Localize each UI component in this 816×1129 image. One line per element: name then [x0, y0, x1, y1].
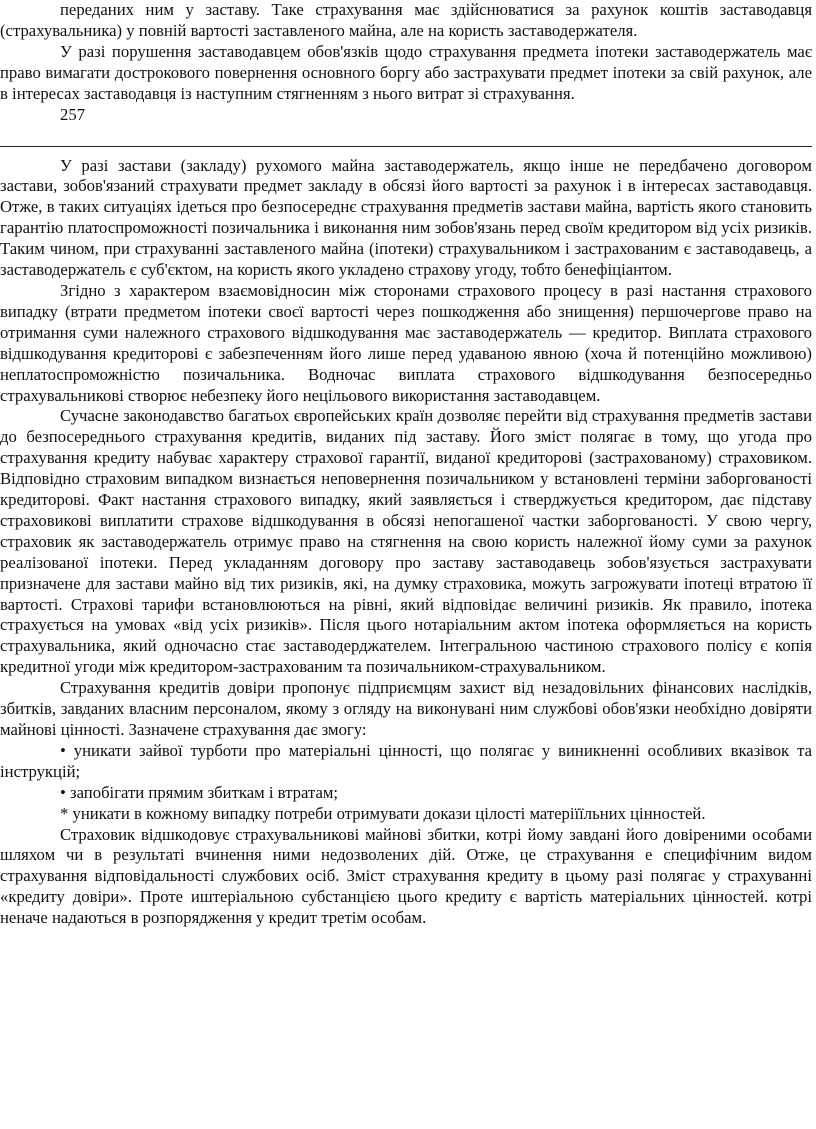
page-number: 257	[60, 104, 86, 124]
paragraph-trust-credit-insurance: Страхування кредитів довіри пропонує підприємцям захист від незадовільних фінансових наслідків, збитків, завданих власним персоналом, якому з огляду на виконувані ним службові обов'язки необхідно довіряти майнові цінності. Зазначене страхування дає змогу:	[0, 678, 812, 739]
paragraph-continuation	[0, 0, 812, 42]
continuation-text: переданих ним у заставу. Таке страхування має здійснюватися за рахунок коштів заставодавця (страхувальника) у повній вартості заставленого майна, але на користь заставодержателя.	[0, 0, 812, 40]
page-divider	[0, 146, 812, 147]
paragraph-insurer-compensation: Страховик відшкодовує страхувальникові майнові збитки, котрі йому завдані його довіреними особами шляхом чи в результаті вчинення ними недозволених дій. Отже, це страхування е специфічним видом страхування відповідальності службових осіб. Зміст страхування кредиту в цьому разі полягає у страхуванні «кредиту довіри». Проте иштеріальною субстанцією цього кредиту є вартість матеріальних цінностей. котрі неначе надаються в розпорядження у кредит третім особам.	[0, 824, 812, 928]
paragraph-mortgage-insurance-violation: У разі порушення заставодавцем обов'язків щодо страхування предмета іпотеки заставодержатель має право вимагати дострокового повернення основного боргу або застрахувати предмет іпотеки за свій рахунок, але в інтересах заставодавця із наступним стягненням з нього витрат зі страхування.	[0, 41, 812, 103]
paragraph-movable-property-pledge: У разі застави (закладу) рухомого майна заставодержатель, якщо інше не передбачено договором застави, зобов'язаний страхувати предмет закладу в обсязі його вартості за рахунок і в інтересах заставодавця. Отже, в таких ситуаціях ідеться про безпосереднє страхування предметів застави майна, вартість якого становить гарантію платоспроможності позичальника і виконання ним зобов'язань перед своїм кредитором від усіх ризиків. Таким чином, при страхуванні заставленого майна (іпотеки) страхувальником і застрахованим є заставодавець, а заставодержатель є суб'єктом, на користь якого укладено страхову угоду, тобто бенефіціантом.	[0, 155, 812, 280]
list-item: • запобігати прямим збиткам і втратам;	[60, 782, 339, 802]
paragraph-insured-event: Згідно з характером взаємовідносин між сторонами страхового процесу в разі настання страхового випадку (втрати предметом іпотеки своєї вартості через пошкодження або знищення) першочергове право на отримання суми належного страхового відшкодування має заставодержатель — кредитор. Виплата страхового відшкодування кредиторові є забезпеченням його лише перед удаваною явною (хоча й потенційно можливою) неплатоспроможністю позичальника. Водночас виплата страхового відшкодування безпосередньо страхувальникові створює небезпеку його нецільового використання заставодавцем.	[0, 280, 812, 405]
list-item: • уникати зайвої турботи про матеріальні цінності, що полягає у виникненні особливих вказівок та інструкцій;	[0, 740, 812, 781]
list-item: * уникати в кожному випадку потреби отримувати докази цілості матеріїїльних цінностей.	[60, 803, 706, 823]
paragraph-european-legislation: Сучасне законодавство багатьох європейських країн дозволяє перейти від страхування предметів застави до безпосереднього страхування кредитів, виданих під заставу. Його зміст полягає в тому, що угода про страхування кредиту набуває характеру страхової гарантії, виданої кредиторові (застрахованому) страховиком. Відповідно страховим випадком визнається неповернення позичальником у встановлені терміни заборгованості кредиторові. Факт настання страхового випадку, який заявляється і стверджується кредитором, дає підставу страховикові виплатити страхове відшкодування в обсязі непогашеної частки заборгованості. У свою чергу, страховик як заставодержатель отримує право на стягнення на свою користь належної йому суми за рахунок реалізованої іпотеки. Перед укладанням договору про заставу заставодавець зобов'язується застрахувати призначене для застави майно від тих ризиків, які, на думку страховика, можуть загрожувати іпотеці втратою її вартості. Страхові тарифи встановлюються на рівні, який відповідає величині ризиків. Як правило, іпотека страхується на умовах «від усіх ризиків». Після цього нотаріальним актом іпотека оформляється на користь страхувальника, який одночасно стає заставодерджателем. Інтегральною частиною страхового полісу є копія кредитної угоди між кредитором-застрахованим та позичальником-страхувальником.	[0, 406, 812, 677]
